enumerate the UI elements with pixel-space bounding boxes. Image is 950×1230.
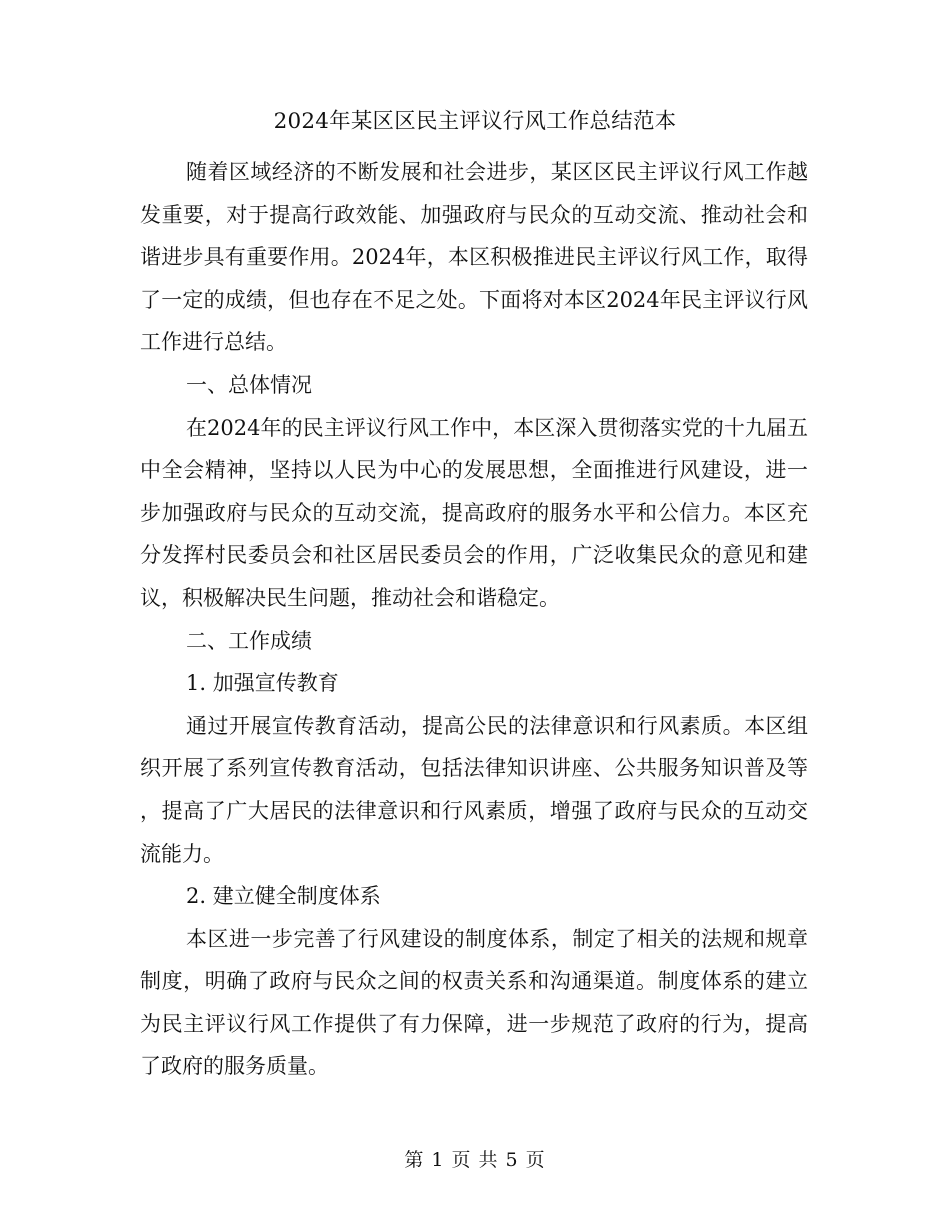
section-paragraph-overview: 在2024年的民主评议行风工作中，本区深入贯彻落实党的十九届五中全会精神，坚持以人民为中心的发展思想，全面推进行风建设，进一步加强政府与民众的互动交流，提高政府的服务水平和公信力。本区充分发挥村民委员会和社区居民委员会的作用，广泛收集民众的意见和建议，积极解决民生问题，推动社会和谐稳定。 (140, 415, 808, 610)
document-title: 2024年某区区民主评议行风工作总结范本 (273, 109, 677, 134)
subsection-paragraph-publicity: 通过开展宣传教育活动，提高公民的法律意识和行风素质。本区组织开展了系列宣传教育活动，包括法律知识讲座、公共服务知识普及等，提高了广大居民的法律意识和行风素质，增强了政府与民众的互动交流能力。 (140, 713, 808, 866)
section-heading-overview: 一、总体情况 (186, 372, 312, 397)
intro-paragraph: 随着区域经济的不断发展和社会进步，某区区民主评议行风工作越发重要，对于提高行政效能、加强政府与民众的互动交流、推动社会和谐进步具有重要作用。2024年，本区积极推进民主评议行风工作，取得了一定的成绩，但也存在不足之处。下面将对本区2024年民主评议行风工作进行总结。 (140, 160, 808, 355)
section-heading-achievements: 二、工作成绩 (186, 628, 312, 653)
subsection-heading-system: 2. 建立健全制度体系 (186, 884, 381, 909)
subsection-heading-publicity: 1. 加强宣传教育 (186, 671, 339, 696)
page-number-footer: 第 1 页 共 5 页 (404, 1149, 546, 1171)
document-body (140, 151, 808, 1088)
subsection-paragraph-system: 本区进一步完善了行风建设的制度体系，制定了相关的法规和规章制度，明确了政府与民众之间的权责关系和沟通渠道。制度体系的建立为民主评议行风工作提供了有力保障，进一步规范了政府的行为，提高了政府的服务质量。 (140, 926, 808, 1079)
